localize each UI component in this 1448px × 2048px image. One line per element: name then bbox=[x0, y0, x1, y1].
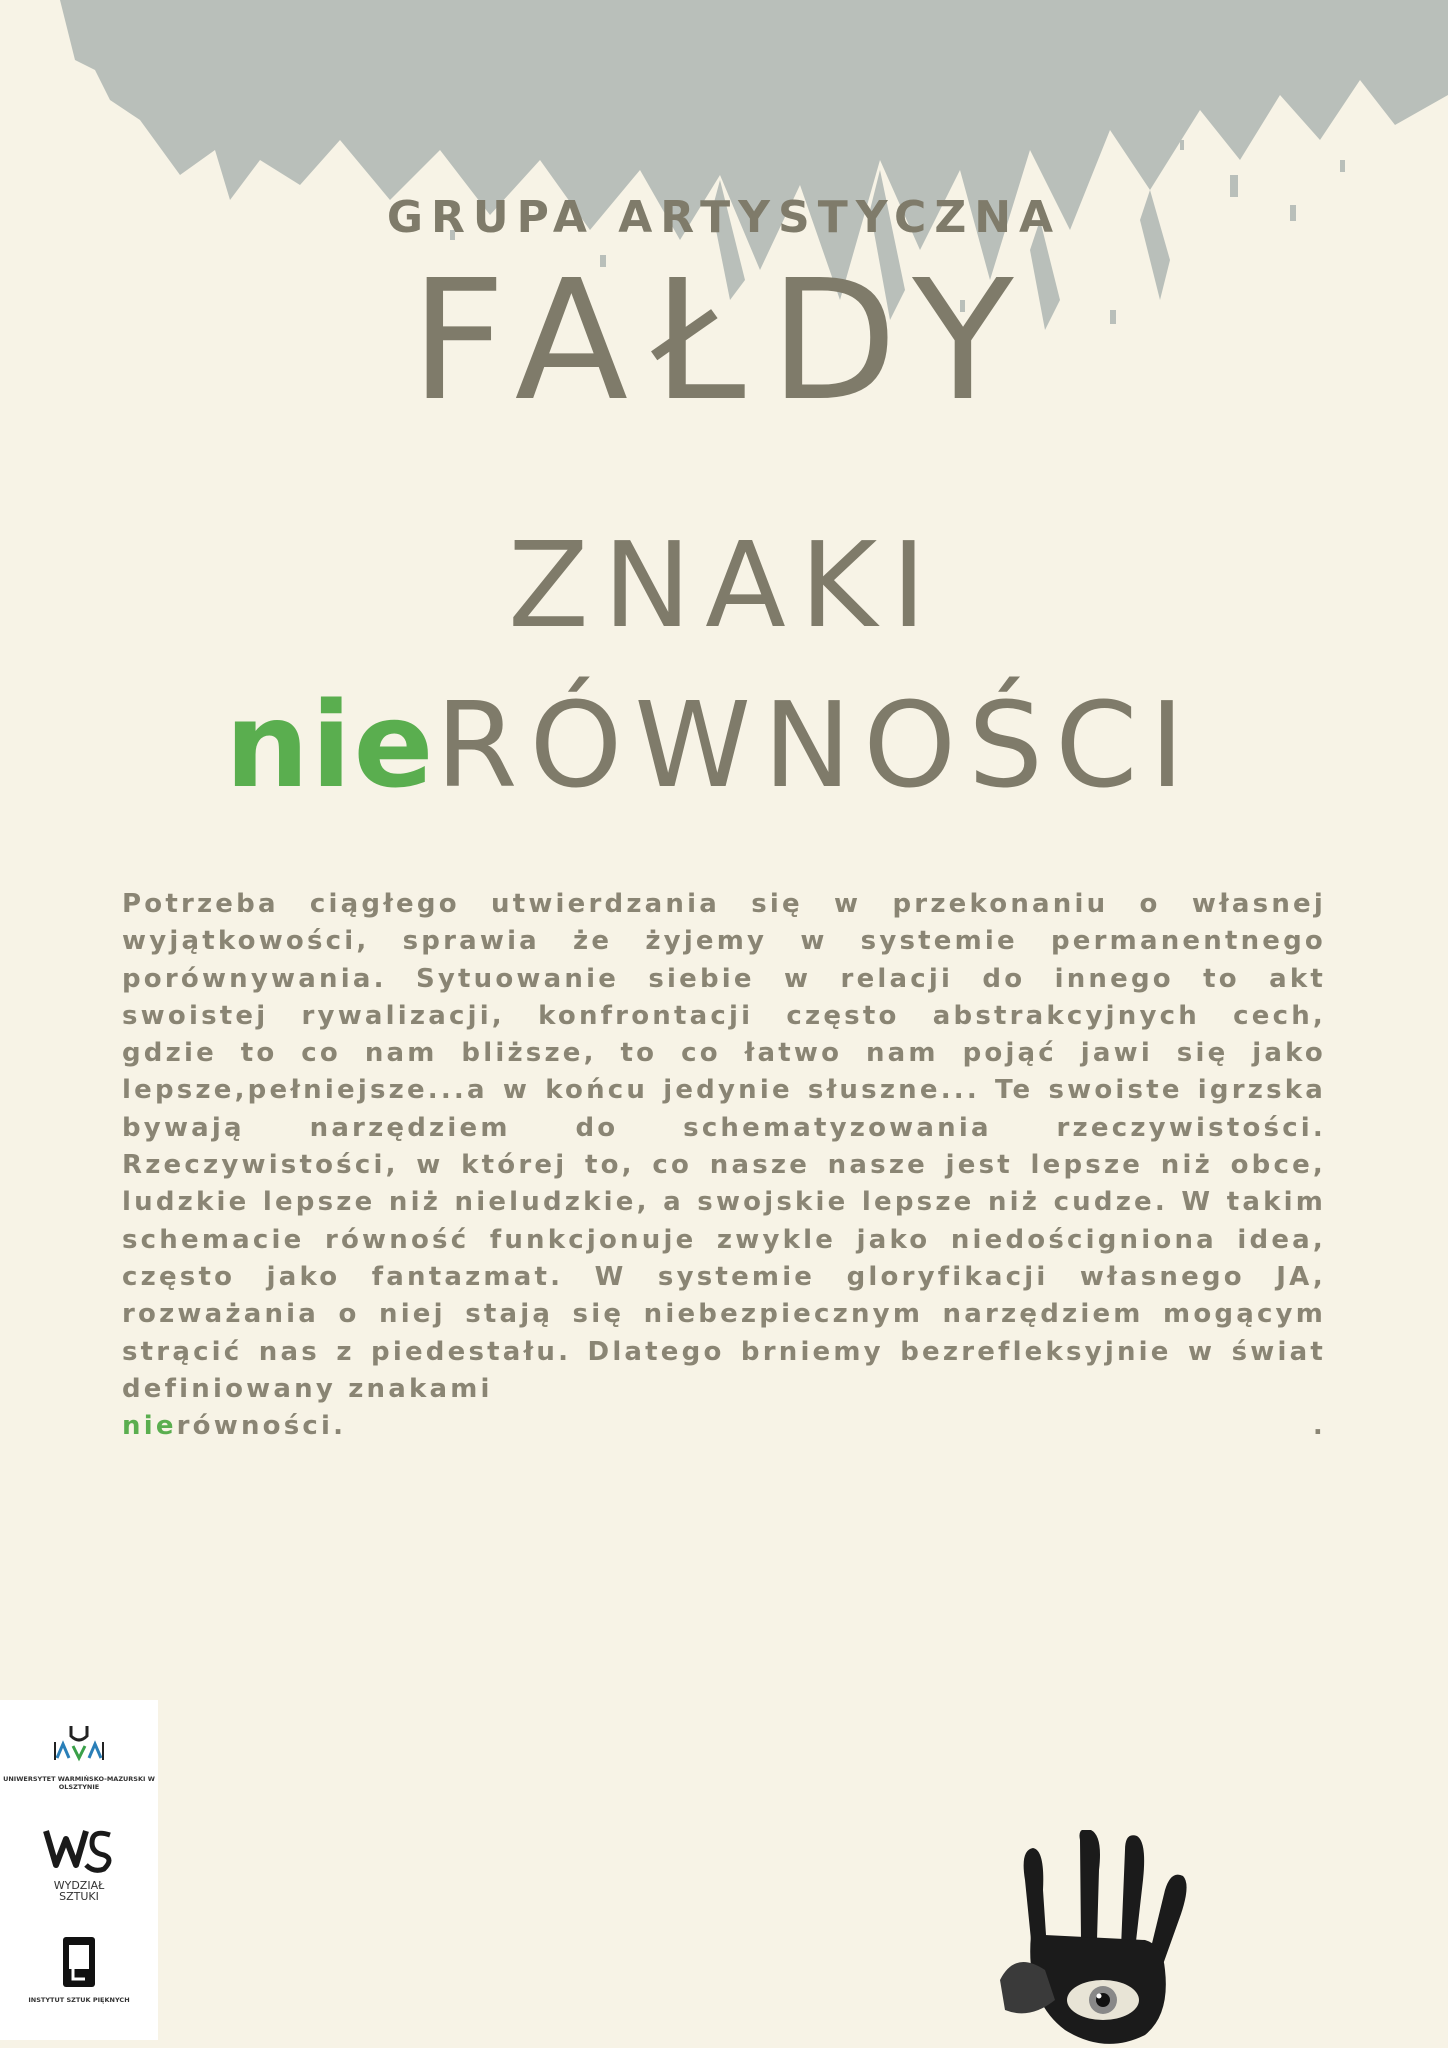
title-prefix-nie: nie bbox=[225, 676, 436, 814]
group-name-heading: FAŁDY bbox=[410, 245, 1038, 438]
manifesto-last-word: równości. bbox=[176, 1411, 347, 1442]
manifesto-paragraph bbox=[122, 886, 1326, 1445]
uwm-logo-text: UNIWERSYTET WARMIŃSKO-MAZURSKI W OLSZTYNIE bbox=[3, 1775, 155, 1791]
uwm-logo bbox=[0, 1722, 158, 1791]
uwm-emblem-icon bbox=[49, 1722, 109, 1768]
handprint-eye-illustration bbox=[995, 1830, 1215, 2048]
exhibition-title-line1: ZNAKI bbox=[507, 516, 940, 654]
isp-emblem-icon bbox=[59, 1935, 99, 1989]
trailing-dot: . bbox=[1312, 1411, 1326, 1442]
isp-logo bbox=[0, 1935, 158, 2004]
wydzial-sztuki-logo bbox=[0, 1825, 158, 1902]
ws-monogram-icon bbox=[42, 1825, 116, 1875]
manifesto-prefix-nie: nie bbox=[122, 1411, 177, 1442]
wydzial-text: WYDZIAŁ bbox=[53, 1879, 105, 1892]
sztuki-text: SZTUKI bbox=[59, 1890, 99, 1903]
manifesto-text: Potrzeba ciągłego utwierdzania się w przekonaniu o własnej wyjątkowości, sprawia że żyjemy w systemie permanentnego porównywania. Sytuowanie siebie w relacji do innego to akt swoistej rywalizacji, konfrontacji często abstrakcyjnych cech, gdzie to co nam bliższe, to co łatwo nam pojąć jawi się jako lepsze,pełniejsze...a w końcu jedynie słuszne... Te swoiste igrzska bywają narzędziem do schematyzowania rzeczywistości. Rzeczywistości, w której to, co nasze nasze jest lepsze niż obce, ludzkie lepsze niż nieludzkie, a swojskie lepsze niż cudze. W takim schemacie równość funkcjonuje zwykle jako niedościgniona idea, często jako fantazmat. W systemie gloryfikacji własnego JA, rozważania o niej stają się niebezpiecznym narzędziem mogącym strącić nas z piedestału. Dlatego brniemy bezrefleksyjnie w świat definiowany znakami bbox=[122, 889, 1326, 1404]
isp-logo-text: INSTYTUT SZTUK PIĘKNYCH bbox=[28, 1996, 130, 2004]
group-label: GRUPA ARTYSTYCZNA bbox=[386, 192, 1062, 243]
sponsor-logos-panel bbox=[0, 1700, 158, 2040]
title-rest: RÓWNOŚCI bbox=[435, 676, 1197, 814]
exhibition-title-line2 bbox=[225, 676, 1325, 814]
